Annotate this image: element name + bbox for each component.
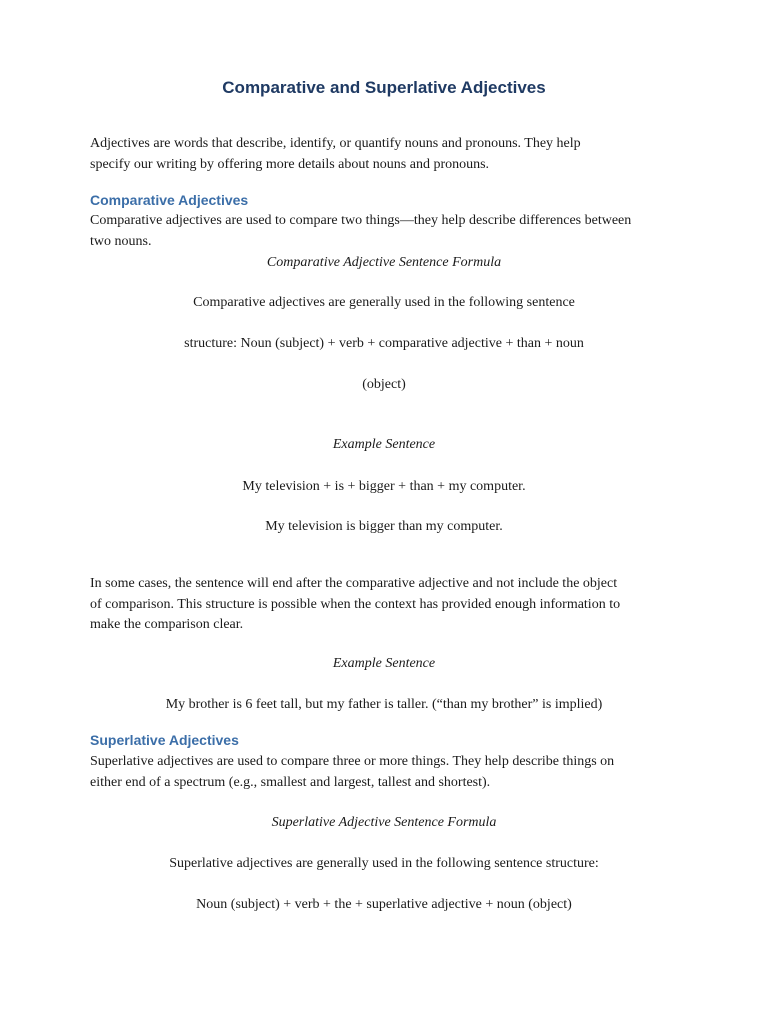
comparative-formula-line-2: structure: Noun (subject) + verb + comparative adjective + than + noun	[184, 336, 584, 351]
comparative-formula-line-1: Comparative adjectives are generally used in the following sentence	[193, 295, 575, 310]
comparative-description-line-2: two nouns.	[90, 234, 152, 249]
superlative-description-line-1: Superlative adjectives are used to compare three or more things. They help describe things on	[90, 754, 615, 769]
comparative-heading: Comparative Adjectives	[90, 192, 249, 208]
superlative-heading: Superlative Adjectives	[90, 732, 239, 748]
superlative-formula-title: Superlative Adjective Sentence Formula	[271, 815, 497, 830]
comparative-formula-line-3: (object)	[362, 377, 406, 392]
comparative-example-sentence: My television is bigger than my computer.	[265, 519, 503, 534]
comparative-note-line-1: In some cases, the sentence will end after the comparative adjective and not include the object	[90, 576, 618, 591]
comparative-example-formula: My television + is + bigger + than + my computer.	[242, 479, 526, 494]
comparative-formula-title: Comparative Adjective Sentence Formula	[266, 255, 502, 270]
intro-line-1: Adjectives are words that describe, identify, or quantify nouns and pronouns. They help	[90, 136, 581, 151]
superlative-formula-line-2: Noun (subject) + verb + the + superlative adjective + noun (object)	[196, 897, 572, 912]
comparative-example-title: Example Sentence	[332, 437, 436, 452]
comparative-note-line-2: of comparison. This structure is possible when the context has provided enough information to	[90, 597, 621, 612]
superlative-description-line-2: either end of a spectrum (e.g., smallest and largest, tallest and shortest).	[90, 775, 491, 790]
comparative-example2-sentence: My brother is 6 feet tall, but my father is taller. (“than my brother” is implied)	[165, 697, 603, 712]
comparative-example2-title: Example Sentence	[332, 656, 436, 671]
page-title: Comparative and Superlative Adjectives	[222, 78, 546, 97]
comparative-note-line-3: make the comparison clear.	[90, 617, 244, 632]
comparative-description-line-1: Comparative adjectives are used to compare two things—they help describe differences between	[90, 213, 632, 228]
intro-line-2: specify our writing by offering more details about nouns and pronouns.	[90, 157, 490, 172]
superlative-formula-line-1: Superlative adjectives are generally used in the following sentence structure:	[169, 856, 599, 871]
